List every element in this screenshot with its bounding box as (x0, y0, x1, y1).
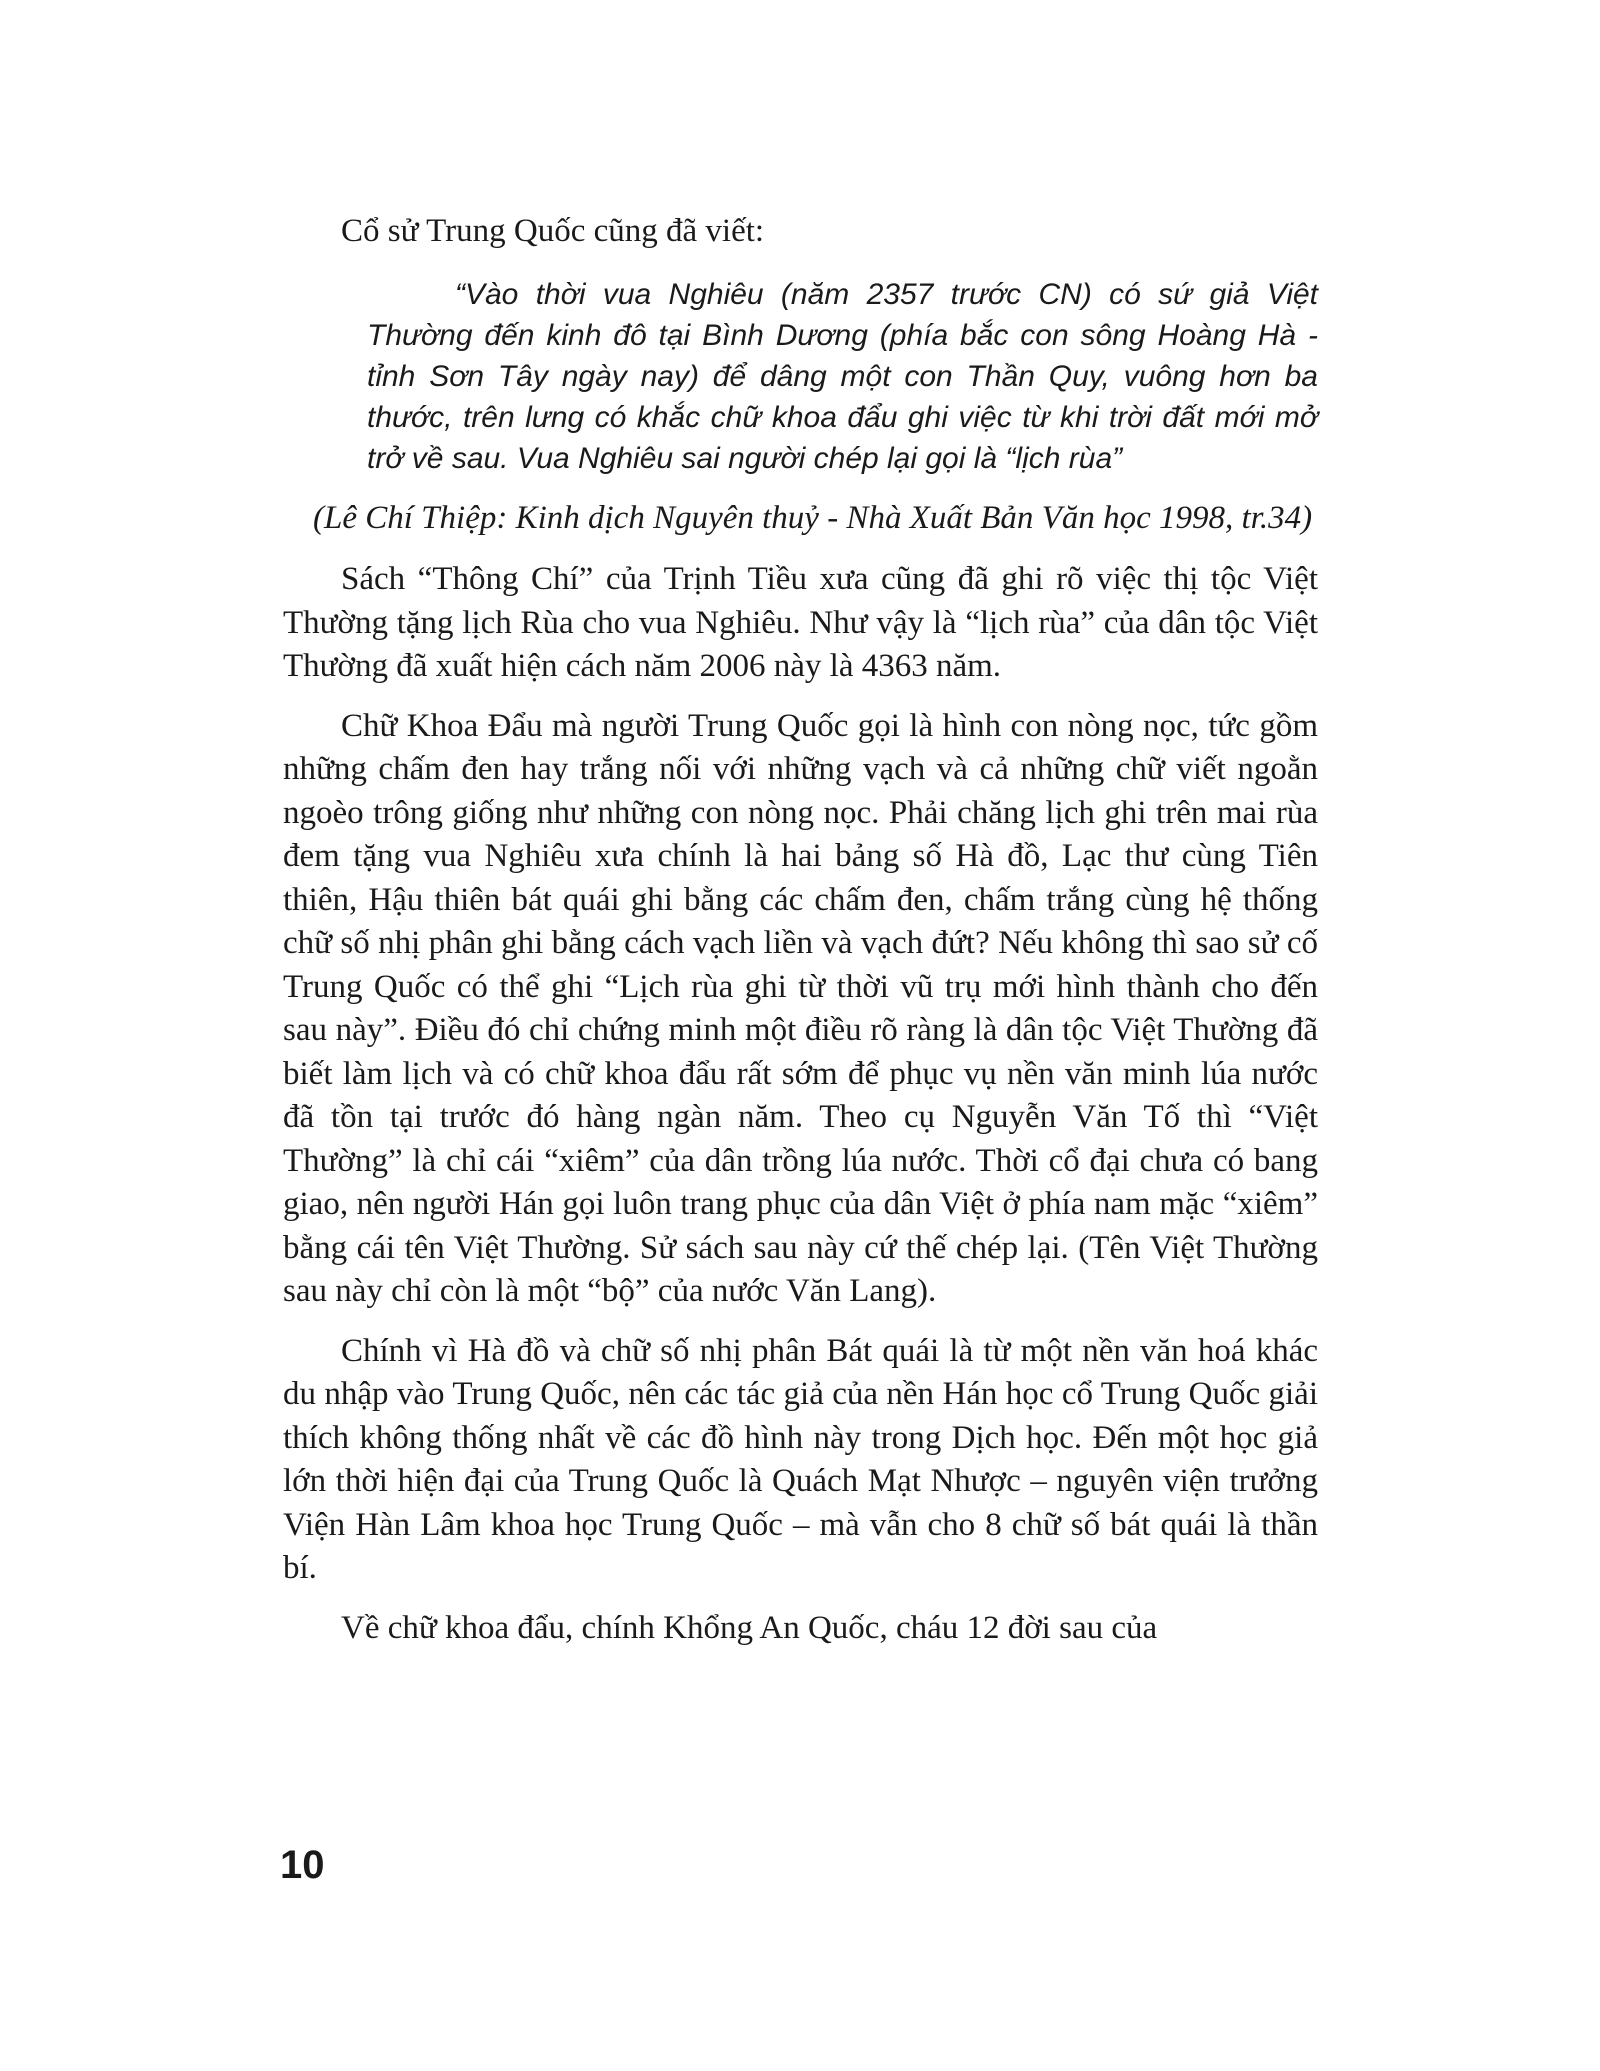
block-quote: “Vào thời vua Nghiêu (năm 2357 trước CN) có sứ giả Việt Thường đến kinh đô tại Bình Dương (phía bắc con sông Hoàng Hà - tỉnh Sơn Tây ngày nay) để dâng một con Thần Quy, vuông hơn ba thước, trên lưng có khắc chữ khoa đẩu ghi việc từ khi trời đất mới mở trở về sau. Vua Nghiêu sai người chép lại gọi là “lịch rùa” (367, 277, 1318, 475)
paragraph: Chữ Khoa Đẩu mà người Trung Quốc gọi là hình con nòng nọc, tức gồm những chấm đen hay trắng nối với những vạch và cả những chữ viết ngoằn ngoèo trông giống như những con nòng nọc. Phải chăng lịch ghi trên mai rùa đem tặng vua Nghiêu xưa chính là hai bảng số Hà đồ, Lạc thư cùng Tiên thiên, Hậu thiên bát quái ghi bằng các chấm đen, chấm trắng cùng hệ thống chữ số nhị phân ghi bằng cách vạch liền và vạch đứt? Nếu không thì sao sử cố Trung Quốc có thể ghi “Lịch rùa ghi từ thời vũ trụ mới hình thành cho đến sau này”. Điều đó chỉ chứng minh một điều rõ ràng là dân tộc Việt Thường đã biết làm lịch và có chữ khoa đẩu rất sớm để phục vụ nền văn minh lúa nước đã tồn tại trước đó hàng ngàn năm. Theo cụ Nguyễn Văn Tố thì “Việt Thường” là chỉ cái “xiêm” của dân trồng lúa nước. Thời cổ đại chưa có bang giao, nên người Hán gọi luôn trang phục của dân Việt ở phía nam mặc “xiêm” bằng cái tên Việt Thường. Sử sách sau này cứ thế chép lại. (Tên Việt Thường sau này chỉ còn là một “bộ” của nước Văn Lang). (283, 707, 1318, 1309)
paragraph: Sách “Thông Chí” của Trịnh Tiều xưa cũng đã ghi rõ việc thị tộc Việt Thường tặng lịch Rùa cho vua Nghiêu. Như vậy là “lịch rùa” của dân tộc Việt Thường đã xuất hiện cách năm 2006 này là 4363 năm. (283, 561, 1318, 684)
page-body (283, 210, 1318, 1666)
paragraph: Chính vì Hà đồ và chữ số nhị phân Bát quái là từ một nền văn hoá khác du nhập vào Trung Quốc, nên các tác giả của nền Hán học cổ Trung Quốc giải thích không thống nhất về các đồ hình này trong Dịch học. Đến một học giả lớn thời hiện đại của Trung Quốc là Quách Mạt Nhược – nguyên viện trưởng Viện Hàn Lâm khoa học Trung Quốc – mà vẫn cho 8 chữ số bát quái là thần bí. (283, 1332, 1318, 1586)
intro-line: Cổ sử Trung Quốc cũng đã viết: (341, 213, 765, 249)
quote-citation: (Lê Chí Thiệp: Kinh dịch Nguyên thuỷ - Nhà Xuất Bản Văn học 1998, tr.34) (313, 499, 1313, 536)
paragraph: Về chữ khoa đẩu, chính Khổng An Quốc, cháu 12 đời sau của (341, 1609, 1158, 1646)
page-number: 10 (280, 1843, 325, 1887)
